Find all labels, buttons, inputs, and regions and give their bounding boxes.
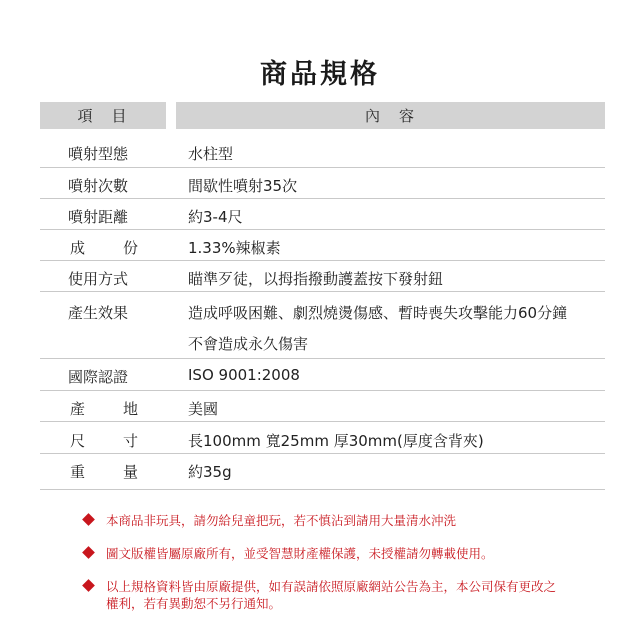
page-title: 商品規格	[260, 59, 380, 90]
spec-row-certification	[40, 361, 605, 391]
spec-label-part: 成	[70, 239, 86, 257]
spec-label-part: 尺	[70, 432, 86, 450]
diamond-bullet-icon	[82, 546, 95, 559]
spec-label	[40, 461, 166, 482]
spec-label-part: 寸	[122, 432, 138, 450]
spec-value: 約3-4尺	[188, 208, 243, 226]
spec-value-line1: 造成呼吸困難、劇烈燒燙傷感、暫時喪失攻擊能力60分鐘	[188, 304, 568, 322]
spec-row-spray-distance	[40, 201, 605, 230]
spec-label	[40, 430, 166, 451]
notice-item	[82, 545, 582, 562]
spec-label-part: 量	[122, 463, 138, 481]
spec-label: 噴射次數	[68, 177, 129, 195]
spec-row-ingredient	[40, 232, 605, 261]
spec-label-part: 份	[122, 239, 138, 257]
notice-text: 以上規格資料皆由原廠提供，如有誤請依照原廠網站公告為主，本公司保有更改之權利，若有異動恕不另行通知。	[106, 579, 557, 611]
notice-list	[82, 512, 582, 621]
spec-row-usage	[40, 263, 605, 292]
spec-value: 美國	[188, 400, 219, 418]
diamond-bullet-icon	[82, 513, 95, 526]
spec-value: 長100mm 寬25mm 厚30mm(厚度含背夾)	[188, 432, 484, 450]
spec-row-effect	[40, 294, 605, 359]
spec-value: 瞄準歹徒，以拇指撥動護蓋按下發射鈕	[188, 270, 444, 288]
spec-value-line2: 不會造成永久傷害	[188, 335, 309, 353]
spec-row-weight	[40, 456, 605, 490]
notice-text: 本商品非玩具，請勿給兒童把玩，若不慎沾到請用大量清水沖洗	[106, 513, 457, 528]
header-content: 內 容	[176, 102, 605, 129]
spec-label-part: 產	[70, 400, 86, 418]
spec-row-spray-count	[40, 170, 605, 199]
spec-row-spray-type	[40, 140, 605, 168]
spec-value: 1.33%辣椒素	[188, 239, 281, 257]
spec-row-size	[40, 424, 605, 454]
spec-label: 噴射距離	[68, 208, 129, 226]
spec-label-part: 地	[122, 400, 138, 418]
notice-item	[82, 578, 566, 612]
header-item: 項 目	[40, 102, 166, 129]
spec-value: 間歇性噴射35次	[188, 177, 298, 195]
spec-value: 水柱型	[188, 145, 234, 163]
spec-value: 約35g	[188, 463, 232, 481]
notice-text: 圖文版權皆屬原廠所有，並受智慧財產權保護，未授權請勿轉載使用。	[106, 546, 494, 561]
spec-label: 產生效果	[68, 304, 129, 322]
spec-label: 使用方式	[68, 270, 129, 288]
spec-row-origin	[40, 393, 605, 422]
spec-label-part: 重	[70, 463, 86, 481]
spec-value: ISO 9001:2008	[188, 366, 300, 384]
spec-label: 噴射型態	[68, 145, 129, 163]
spec-label: 國際認證	[68, 368, 129, 386]
diamond-bullet-icon	[82, 579, 95, 592]
spec-label	[40, 398, 166, 419]
notice-item	[82, 512, 582, 529]
spec-label	[40, 237, 166, 258]
